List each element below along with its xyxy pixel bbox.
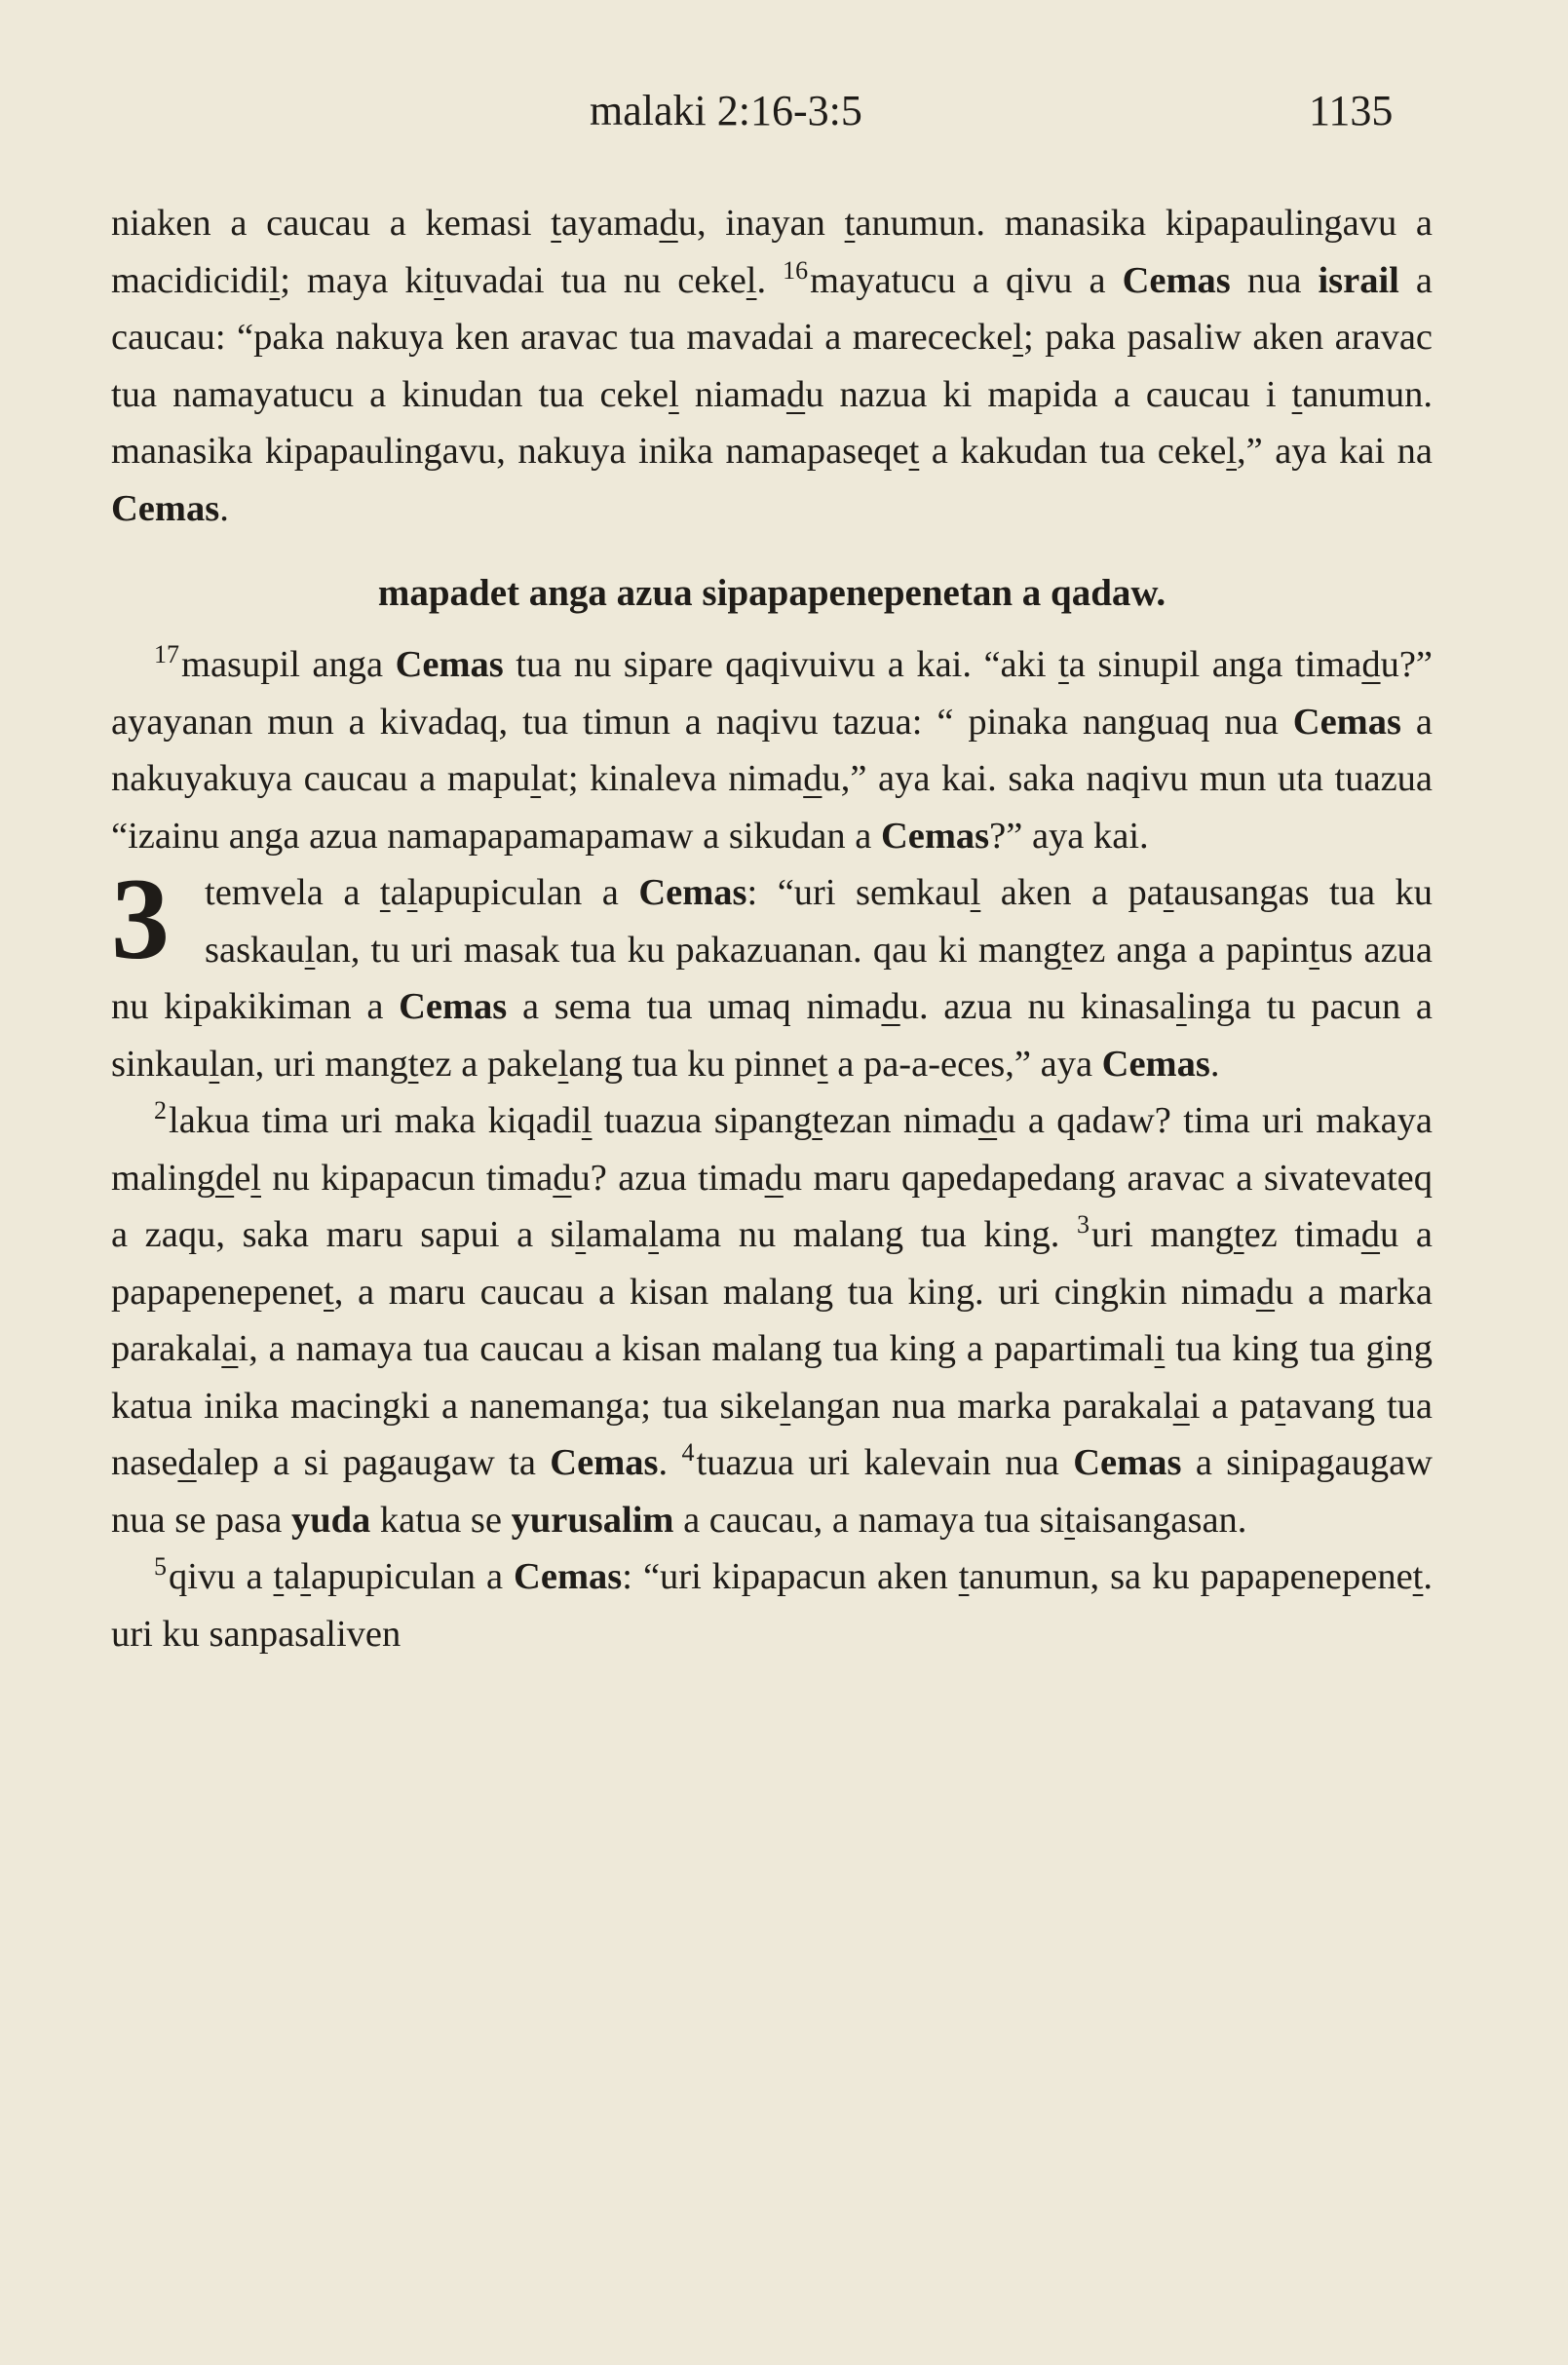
- paragraph-3-5: $^5$qivu a talapupiculan a Cemas: “uri kipapacun aken tanumun, sa ku papapenepenet. uri ku sanpasaliven: [111, 1552, 1433, 1655]
- chapter-3: [111, 854, 1433, 1092]
- verse-number: 16: [783, 255, 809, 285]
- name-yuda: yuda: [290, 1499, 371, 1541]
- page-body: [111, 195, 1433, 1662]
- paragraph-3-2: $^2$lakua tima uri maka kiqadil tuazua sipangtezan nimadu a qadaw? tima uri makaya malingdel nu kipapacun timadu? azua timadu maru qapedapedang aravac a sivatevateq a zaqu, saka maru sapui a silamalama nu malang tua king. $^3$uri mangtez timadu a papapenepenet, a maru caucau a kisan malang tua king. uri cingkin nimadu a marka parakalai, a namaya tua caucau a kisan malang tua king a papartimali tua king tua ging katua inika macingki a nanemanga; tua sikelangan nua marka parakalai a patavang tua nasedalep a si pagaugaw ta Cemas. $^4$tuazua uri kalevain nua Cemas a sinipagaugaw nua se pasa yuda katua se yurusalim a caucau, a namaya tua sitaisangasan.: [111, 1096, 1434, 1541]
- verse-number: 5: [154, 1552, 167, 1581]
- name-cemas: Cemas: [1122, 259, 1231, 301]
- name-yurusalim: yurusalim: [511, 1499, 674, 1541]
- name-cemas: Cemas: [1073, 1442, 1182, 1483]
- section-heading: mapadet anga azua sipapapenepenetan a qadaw.: [377, 572, 1166, 614]
- verse-number: 4: [681, 1438, 695, 1467]
- chapter-number: 3: [111, 854, 170, 983]
- paragraph-2-15-cont: niaken a caucau a kemasi tayamadu, inayan tanumun. manasika kipapaulingavu a macidicidil; maya kituvadai tua nu cekel. $^{16}$mayatucu a qivu a Cemas nua israil a caucau: “paka nakuya ken aravac tua mavadai a marececkel; paka pasaliw aken aravac tua namayatucu a kinudan tua cekel niamadu nazua ki mapida a caucau i tanumun. manasika kipapaulingavu, nakuya inika namapaseqet a kakudan tua cekel,” aya kai na Cemas.: [111, 203, 1434, 529]
- name-cemas: Cemas: [514, 1556, 623, 1597]
- name-cemas: Cemas: [1292, 701, 1401, 743]
- name-cemas: Cemas: [550, 1442, 659, 1483]
- name-cemas: Cemas: [395, 644, 504, 685]
- name-cemas: Cemas: [638, 872, 747, 913]
- chapter-reference: malaki 2:16-3:5: [590, 87, 862, 134]
- name-cemas: Cemas: [399, 986, 508, 1027]
- name-cemas: Cemas: [1101, 1043, 1210, 1085]
- verse-number: 3: [1077, 1210, 1090, 1239]
- verse-number: 2: [154, 1096, 167, 1125]
- page-number: 1135: [1309, 87, 1394, 134]
- paragraph-2-17: $^{17}$masupil anga Cemas tua nu sipare qaqivuivu a kai. “aki ta sinupil anga timadu?” ayayanan mun a kivadaq, tua timun a naqivu tazua: “ pinaka nanguaq nua Cemas a nakuyakuya caucau a mapulat; kinaleva nimadu,” aya kai. saka naqivu mun uta tuazua “izainu anga azua namapapamapamaw a sikudan a Cemas?” aya kai.: [111, 640, 1434, 857]
- name-israil: israil: [1318, 259, 1399, 301]
- verse-number: 17: [154, 640, 179, 668]
- name-cemas: Cemas: [111, 487, 220, 529]
- name-cemas: Cemas: [880, 815, 990, 857]
- paragraph-3-1: temvela a talapupiculan a Cemas: “uri semkaul aken a patausangas tua ku saskaulan, tu uri masak tua ku pakazuanan. qau ki mangtez anga a papintus azua nu kipakikiman a Cemas a sema tua umaq nimadu. azua nu kinasalinga tu pacun a sinkaulan, uri mangtez a pakelang tua ku pinnet a pa-a-eces,” aya Cemas.: [111, 872, 1433, 1085]
